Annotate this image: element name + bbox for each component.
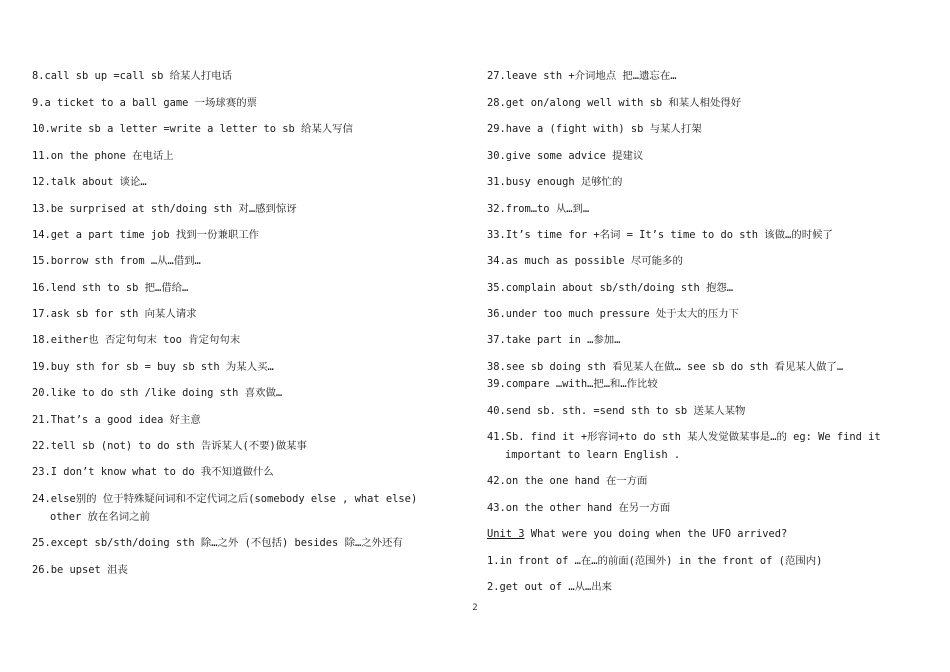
page-number: 2 bbox=[472, 603, 478, 613]
list-item: 37.take part in …参加… bbox=[487, 334, 621, 346]
list-item: 21.That’s a good idea 好主意 bbox=[32, 414, 201, 426]
list-item-continuation: other 放在名词之前 bbox=[50, 511, 150, 523]
list-item: 30.give some advice 提建议 bbox=[487, 150, 644, 162]
list-item-continuation: important to learn English . bbox=[505, 449, 681, 461]
unit-title: What were you doing when the UFO arrived? bbox=[524, 528, 788, 540]
list-item: 24.else别的 位于特殊疑问词和不定代词之后(somebody else , what else) bbox=[32, 493, 418, 505]
list-item: 32.from…to 从…到… bbox=[487, 203, 590, 215]
list-item: 12.talk about 谈论… bbox=[32, 176, 147, 188]
list-item: 14.get a part time job 找到一份兼职工作 bbox=[32, 229, 260, 241]
list-item: 23.I don’t know what to do 我不知道做什么 bbox=[32, 466, 274, 478]
list-item: 34.as much as possible 尽可能多的 bbox=[487, 255, 683, 267]
list-item: 20.like to do sth /like doing sth 喜欢做… bbox=[32, 387, 283, 399]
list-item: 31.busy enough 足够忙的 bbox=[487, 176, 623, 188]
list-item: 25.except sb/sth/doing sth 除…之外 (不包括) besides 除…之外还有 bbox=[32, 537, 403, 549]
list-item: 13.be surprised at sth/doing sth 对…感到惊讶 bbox=[32, 203, 297, 215]
list-item: 2.get out of …从…出来 bbox=[487, 581, 613, 593]
list-item: 19.buy sth for sb = buy sb sth 为某人买… bbox=[32, 361, 274, 373]
list-item: 36.under too much pressure 处于太大的压力下 bbox=[487, 308, 740, 320]
list-item: 16.lend sth to sb 把…借给… bbox=[32, 282, 189, 294]
list-item: 43.on the other hand 在另一方面 bbox=[487, 502, 671, 514]
list-item: 10.write sb a letter =write a letter to sb 给某人写信 bbox=[32, 123, 353, 135]
list-item: 18.either也 否定句句末 too 肯定句句末 bbox=[32, 334, 241, 346]
list-item: 15.borrow sth from …从…借到… bbox=[32, 255, 201, 267]
list-item: 41.Sb. find it +形容词+to do sth 某人发觉做某事是…的 eg: We find it bbox=[487, 431, 881, 443]
list-item: 11.on the phone 在电话上 bbox=[32, 150, 174, 162]
list-item: 38.see sb doing sth 看见某人在做… see sb do sth 看见某人做了… bbox=[487, 361, 844, 373]
list-item: 22.tell sb (not) to do sth 告诉某人(不要)做某事 bbox=[32, 440, 307, 452]
list-item: 17.ask sb for sth 向某人请求 bbox=[32, 308, 197, 320]
list-item: 28.get on/along well with sb 和某人相处得好 bbox=[487, 97, 742, 109]
list-item: 1.in front of …在…的前面(范围外) in the front of (范围内) bbox=[487, 555, 823, 567]
list-item: 42.on the one hand 在一方面 bbox=[487, 475, 648, 487]
unit-heading bbox=[487, 526, 919, 543]
list-item: 8.call sb up =call sb 给某人打电话 bbox=[32, 70, 232, 82]
list-item: 39.compare …with…把…和…作比较 bbox=[487, 378, 658, 390]
list-item: 33.It’s time for +名词 = It’s time to do sth 该做…的时候了 bbox=[487, 229, 833, 241]
list-item: 9.a ticket to a ball game 一场球赛的票 bbox=[32, 97, 257, 109]
list-item: 26.be upset 沮丧 bbox=[32, 564, 128, 576]
list-item: 40.send sb. sth. =send sth to sb 送某人某物 bbox=[487, 405, 746, 417]
list-item: 29.have a (fight with) sb 与某人打架 bbox=[487, 123, 702, 135]
list-item: 35.complain about sb/sth/doing sth 抱怨… bbox=[487, 282, 733, 294]
list-item: 27.leave sth +介词地点 把…遗忘在… bbox=[487, 70, 677, 82]
unit-number: Unit 3 bbox=[487, 528, 525, 540]
